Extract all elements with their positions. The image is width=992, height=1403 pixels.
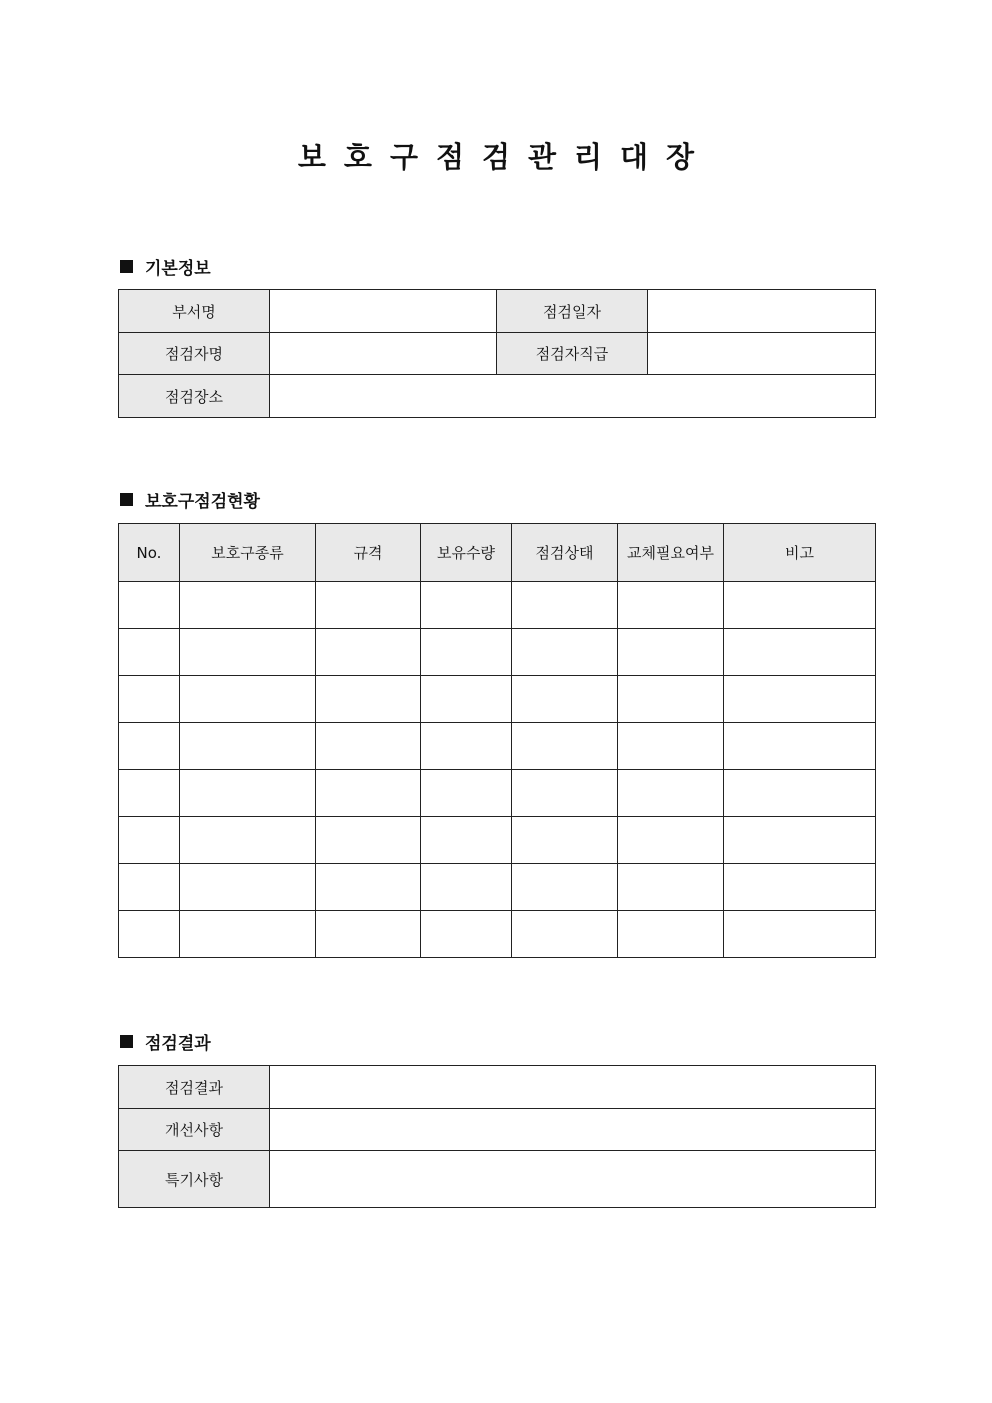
table-cell[interactable]: [119, 770, 180, 817]
table-row: [119, 864, 876, 911]
table-cell[interactable]: [724, 676, 876, 723]
inspection-date-value-cell[interactable]: [648, 290, 876, 333]
section-heading-status: [120, 487, 260, 512]
table-cell[interactable]: [316, 723, 421, 770]
table-cell[interactable]: [119, 911, 180, 958]
table-cell[interactable]: [421, 817, 512, 864]
table-row: [119, 911, 876, 958]
table-cell[interactable]: [180, 770, 316, 817]
department-label: 부서명: [119, 290, 270, 333]
column-header-no: No.: [119, 524, 180, 582]
column-header-quantity: 보유수량: [421, 524, 512, 582]
table-cell[interactable]: [618, 723, 724, 770]
table-cell[interactable]: [119, 582, 180, 629]
section-heading-label: 점검결과: [145, 1034, 211, 1054]
table-cell[interactable]: [316, 582, 421, 629]
section-heading-label: 기본정보: [145, 259, 211, 279]
table-cell[interactable]: [618, 817, 724, 864]
table-row: [119, 723, 876, 770]
table-cell[interactable]: [512, 629, 618, 676]
table-row: [119, 676, 876, 723]
table-cell[interactable]: [119, 629, 180, 676]
table-cell[interactable]: [421, 676, 512, 723]
table-cell[interactable]: [618, 911, 724, 958]
table-cell[interactable]: [724, 582, 876, 629]
table-row: [119, 582, 876, 629]
table-cell[interactable]: [512, 676, 618, 723]
table-cell[interactable]: [618, 864, 724, 911]
table-cell[interactable]: [618, 676, 724, 723]
column-header-type: 보호구종류: [180, 524, 316, 582]
table-row: [119, 629, 876, 676]
department-value-cell[interactable]: [270, 290, 497, 333]
remarks-label: 특기사항: [119, 1151, 270, 1208]
column-header-replacement: 교체필요여부: [618, 524, 724, 582]
table-cell[interactable]: [618, 582, 724, 629]
section-heading-basic-info: [120, 254, 211, 279]
table-cell[interactable]: [724, 817, 876, 864]
table-cell[interactable]: [512, 817, 618, 864]
table-cell[interactable]: [421, 629, 512, 676]
section-heading-label: 보호구점검현황: [145, 492, 260, 512]
table-cell[interactable]: [316, 676, 421, 723]
square-bullet-icon: [120, 1035, 133, 1048]
inspector-name-value-cell[interactable]: [270, 333, 497, 375]
table-cell[interactable]: [724, 723, 876, 770]
table-row: [119, 817, 876, 864]
table-cell[interactable]: [180, 864, 316, 911]
column-header-note: 비고: [724, 524, 876, 582]
result-table: [118, 1065, 876, 1208]
table-cell[interactable]: [180, 911, 316, 958]
inspection-date-label: 점검일자: [497, 290, 648, 333]
table-cell[interactable]: [421, 864, 512, 911]
status-table: [118, 523, 876, 958]
table-cell[interactable]: [512, 582, 618, 629]
table-cell[interactable]: [724, 629, 876, 676]
square-bullet-icon: [120, 493, 133, 506]
table-cell[interactable]: [119, 723, 180, 770]
table-cell[interactable]: [512, 770, 618, 817]
square-bullet-icon: [120, 260, 133, 273]
table-cell[interactable]: [421, 911, 512, 958]
result-value-cell[interactable]: [270, 1066, 876, 1109]
inspector-rank-value-cell[interactable]: [648, 333, 876, 375]
table-cell[interactable]: [724, 864, 876, 911]
table-cell[interactable]: [421, 582, 512, 629]
table-cell[interactable]: [316, 770, 421, 817]
table-cell[interactable]: [316, 629, 421, 676]
table-cell[interactable]: [512, 723, 618, 770]
basic-info-table: [118, 289, 876, 418]
inspector-name-label: 점검자명: [119, 333, 270, 375]
table-cell[interactable]: [180, 629, 316, 676]
column-header-spec: 규격: [316, 524, 421, 582]
table-cell[interactable]: [180, 723, 316, 770]
inspection-place-value-cell[interactable]: [270, 375, 876, 418]
table-cell[interactable]: [119, 817, 180, 864]
table-cell[interactable]: [512, 864, 618, 911]
improvement-value-cell[interactable]: [270, 1109, 876, 1151]
remarks-value-cell[interactable]: [270, 1151, 876, 1208]
table-cell[interactable]: [180, 676, 316, 723]
section-heading-result: [120, 1029, 211, 1054]
inspector-rank-label: 점검자직급: [497, 333, 648, 375]
table-cell[interactable]: [512, 911, 618, 958]
table-cell[interactable]: [618, 629, 724, 676]
table-cell[interactable]: [618, 770, 724, 817]
improvement-label: 개선사항: [119, 1109, 270, 1151]
table-cell[interactable]: [119, 864, 180, 911]
page-title: 보호구점검관리대장: [297, 140, 713, 174]
status-header-row: [119, 524, 876, 582]
table-cell[interactable]: [421, 770, 512, 817]
table-cell[interactable]: [180, 582, 316, 629]
table-cell[interactable]: [316, 911, 421, 958]
table-cell[interactable]: [316, 864, 421, 911]
table-cell[interactable]: [421, 723, 512, 770]
inspection-place-label: 점검장소: [119, 375, 270, 418]
table-cell[interactable]: [724, 911, 876, 958]
table-cell[interactable]: [119, 676, 180, 723]
table-cell[interactable]: [724, 770, 876, 817]
column-header-condition: 점검상태: [512, 524, 618, 582]
table-cell[interactable]: [316, 817, 421, 864]
table-row: [119, 770, 876, 817]
result-label: 점검결과: [119, 1066, 270, 1109]
table-cell[interactable]: [180, 817, 316, 864]
